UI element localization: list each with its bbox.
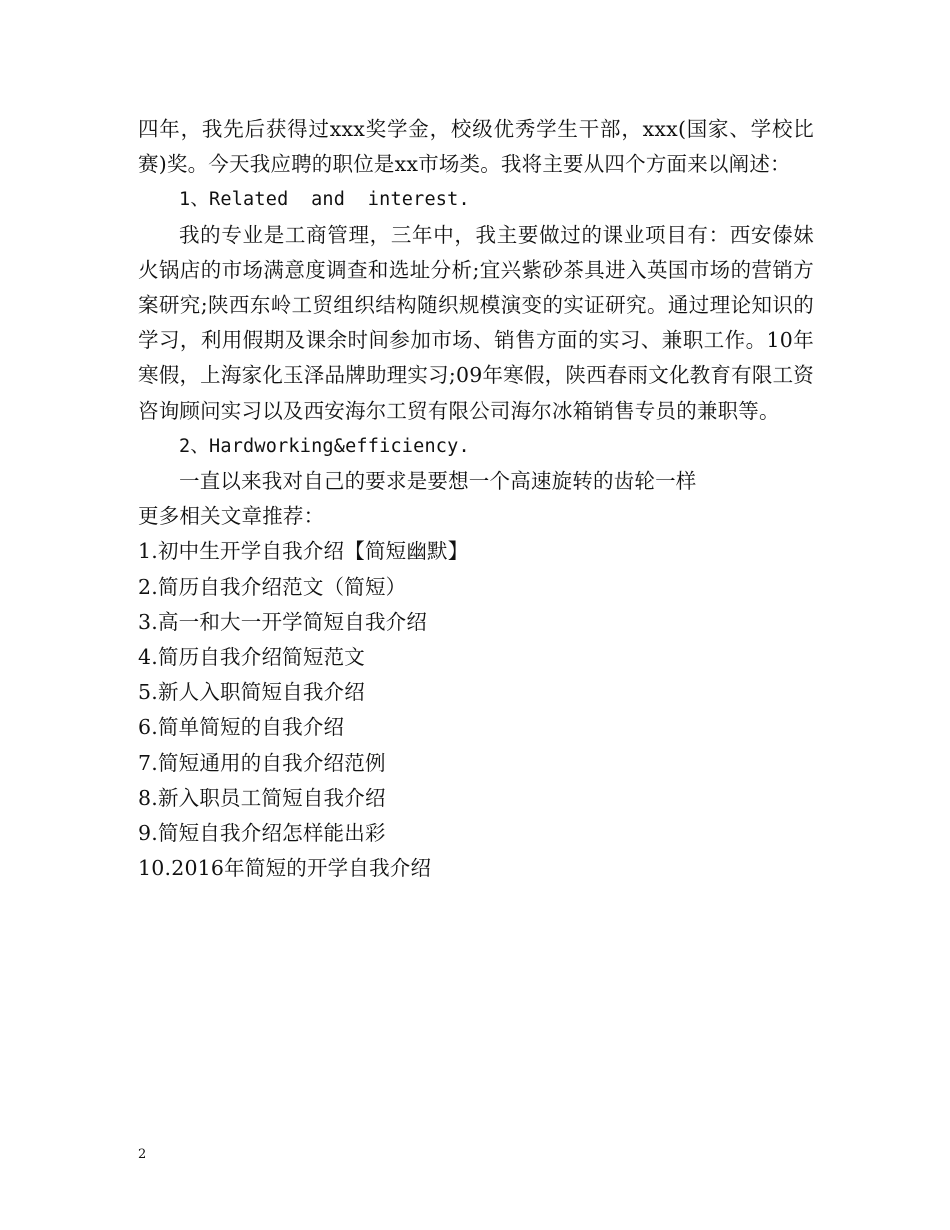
point-1-heading-text: 1、Related and interest. bbox=[179, 189, 470, 211]
point-1-heading bbox=[138, 182, 814, 217]
related-article-item[interactable] bbox=[138, 675, 814, 710]
related-article-link[interactable]: 4.简历自我介绍简短范文 bbox=[138, 645, 365, 670]
related-article-item[interactable] bbox=[138, 781, 814, 816]
related-article-link[interactable]: 10.2016年简短的开学自我介绍 bbox=[138, 856, 432, 881]
point-2-heading-text: 2、Hardworking&efficiency. bbox=[179, 435, 470, 457]
related-article-item[interactable] bbox=[138, 710, 814, 745]
related-article-link[interactable]: 9.简短自我介绍怎样能出彩 bbox=[138, 821, 386, 846]
related-article-link[interactable]: 3.高一和大一开学简短自我介绍 bbox=[138, 609, 428, 634]
related-article-link[interactable]: 7.简短通用的自我介绍范例 bbox=[138, 750, 386, 775]
related-article-link[interactable]: 8.新入职员工简短自我介绍 bbox=[138, 785, 386, 810]
related-article-item[interactable] bbox=[138, 605, 814, 640]
related-article-link[interactable]: 1.初中生开学自我介绍【简短幽默】 bbox=[138, 539, 469, 564]
intro-paragraph: 四年，我先后获得过xxx奖学金，校级优秀学生干部，xxx(国家、学校比赛)奖。今天我应聘的职位是xx市场类。我将主要从四个方面来以阐述： bbox=[138, 117, 814, 177]
related-article-item[interactable] bbox=[138, 746, 814, 781]
related-article-item[interactable] bbox=[138, 570, 814, 605]
related-article-item[interactable] bbox=[138, 534, 814, 569]
point-2-paragraph: 一直以来我对自己的要求是要想一个高速旋转的齿轮一样 bbox=[179, 469, 697, 494]
related-article-link[interactable]: 5.新人入职简短自我介绍 bbox=[138, 680, 365, 705]
page-number: 2 bbox=[138, 1147, 147, 1162]
related-article-link[interactable]: 6.简单简短的自我介绍 bbox=[138, 715, 345, 740]
related-article-link[interactable]: 2.简历自我介绍范文（简短） bbox=[138, 574, 407, 599]
point-1-paragraph: 我的专业是工商管理，三年中，我主要做过的课业项目有：西安傣妹火锅店的市场满意度调查和选址分析;宜兴紫砂茶具进入英国市场的营销方案研究;陕西东岭工贸组织结构随织规模演变的实证研究。通过理论知识的学习，利用假期及课余时间参加市场、销售方面的实习、兼职工作。10年寒假，上海家化玉泽品牌助理实习;09年寒假，陕西春雨文化教育有限工资咨询顾问实习以及西安海尔工贸有限公司海尔冰箱销售专员的兼职等。 bbox=[138, 222, 814, 423]
related-articles-title: 更多相关文章推荐： bbox=[138, 504, 325, 529]
document-body bbox=[138, 112, 814, 886]
related-article-item[interactable] bbox=[138, 640, 814, 675]
related-article-item[interactable] bbox=[138, 816, 814, 851]
related-articles-list bbox=[138, 534, 814, 886]
related-article-item[interactable] bbox=[138, 851, 814, 886]
point-2-heading bbox=[138, 429, 814, 464]
